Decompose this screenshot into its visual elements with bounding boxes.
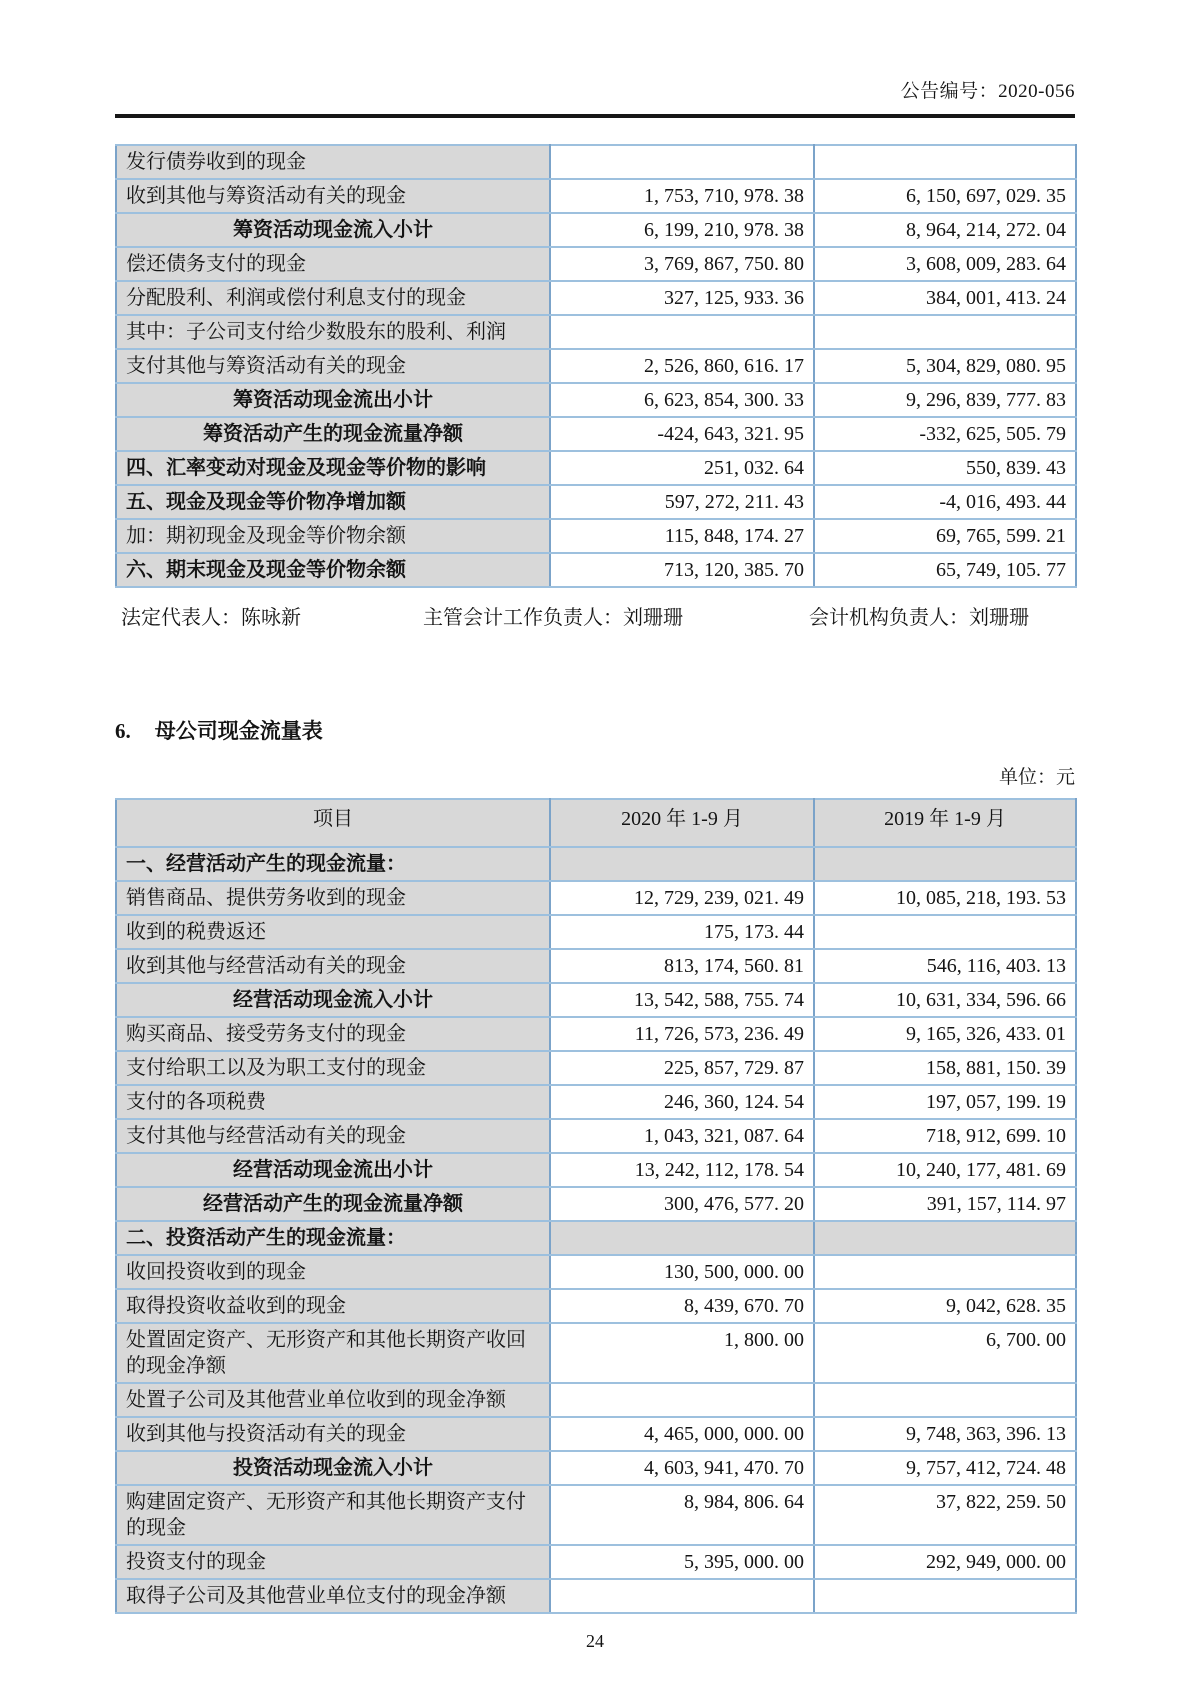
table-row <box>116 1417 1076 1451</box>
value-2020: 5, 395, 000. 00 <box>550 1545 814 1579</box>
table-row <box>116 1221 1076 1255</box>
announcement-row <box>115 0 1075 103</box>
table-row <box>116 281 1076 315</box>
value-2019: 65, 749, 105. 77 <box>814 553 1076 587</box>
table-row <box>116 1323 1076 1383</box>
row-label: 偿还债务支付的现金 <box>116 247 550 281</box>
value-2019 <box>814 847 1076 881</box>
value-2020: 4, 603, 941, 470. 70 <box>550 1451 814 1485</box>
value-2019 <box>814 1255 1076 1289</box>
row-label: 五、现金及现金等价物净增加额 <box>116 485 550 519</box>
value-2019: 6, 150, 697, 029. 35 <box>814 179 1076 213</box>
page-content <box>115 0 1075 1652</box>
row-label: 收到其他与经营活动有关的现金 <box>116 949 550 983</box>
value-2020: 6, 199, 210, 978. 38 <box>550 213 814 247</box>
value-2019: 550, 839. 43 <box>814 451 1076 485</box>
value-2020: 13, 542, 588, 755. 74 <box>550 983 814 1017</box>
consolidated-cash-flow-table-continued <box>115 144 1077 588</box>
section-heading <box>115 715 1075 745</box>
value-2019: 5, 304, 829, 080. 95 <box>814 349 1076 383</box>
table-row <box>116 1383 1076 1417</box>
table-row <box>116 315 1076 349</box>
column-header-2019: 2019 年 1-9 月 <box>814 799 1076 847</box>
page-number: 24 <box>586 1631 604 1651</box>
row-label: 取得子公司及其他营业单位支付的现金净额 <box>116 1579 550 1613</box>
table-row <box>116 881 1076 915</box>
row-label: 经营活动产生的现金流量净额 <box>116 1187 550 1221</box>
table-row <box>116 847 1076 881</box>
value-2020: 2, 526, 860, 616. 17 <box>550 349 814 383</box>
table-row <box>116 1451 1076 1485</box>
announcement-number: 公告编号：2020-056 <box>900 81 1075 102</box>
value-2019 <box>814 1579 1076 1613</box>
table-row <box>116 1153 1076 1187</box>
column-header-item: 项目 <box>116 799 550 847</box>
table-row <box>116 1485 1076 1545</box>
row-label: 支付其他与经营活动有关的现金 <box>116 1119 550 1153</box>
value-2020: 713, 120, 385. 70 <box>550 553 814 587</box>
table-row <box>116 451 1076 485</box>
row-label: 筹资活动现金流入小计 <box>116 213 550 247</box>
table-row <box>116 213 1076 247</box>
row-label: 发行债券收到的现金 <box>116 145 550 179</box>
row-label: 收回投资收到的现金 <box>116 1255 550 1289</box>
value-2019 <box>814 1221 1076 1255</box>
row-label: 筹资活动现金流出小计 <box>116 383 550 417</box>
value-2020: 597, 272, 211. 43 <box>550 485 814 519</box>
value-2019 <box>814 315 1076 349</box>
row-label: 筹资活动产生的现金流量净额 <box>116 417 550 451</box>
value-2020: 130, 500, 000. 00 <box>550 1255 814 1289</box>
row-label: 分配股利、利润或偿付利息支付的现金 <box>116 281 550 315</box>
value-2019: 3, 608, 009, 283. 64 <box>814 247 1076 281</box>
value-2020: 813, 174, 560. 81 <box>550 949 814 983</box>
row-label: 二、投资活动产生的现金流量： <box>116 1221 550 1255</box>
value-2020: 225, 857, 729. 87 <box>550 1051 814 1085</box>
value-2020: 11, 726, 573, 236. 49 <box>550 1017 814 1051</box>
unit-label: 单位：元 <box>998 767 1075 788</box>
value-2019: 10, 631, 334, 596. 66 <box>814 983 1076 1017</box>
column-header-2020: 2020 年 1-9 月 <box>550 799 814 847</box>
row-label: 处置固定资产、无形资产和其他长期资产收回的现金净额 <box>116 1323 550 1383</box>
value-2019: 9, 296, 839, 777. 83 <box>814 383 1076 417</box>
value-2019: 197, 057, 199. 19 <box>814 1085 1076 1119</box>
row-label: 其中：子公司支付给少数股东的股利、利润 <box>116 315 550 349</box>
row-label: 经营活动现金流入小计 <box>116 983 550 1017</box>
value-2020 <box>550 847 814 881</box>
row-label: 取得投资收益收到的现金 <box>116 1289 550 1323</box>
value-2020: 300, 476, 577. 20 <box>550 1187 814 1221</box>
value-2019: 9, 165, 326, 433. 01 <box>814 1017 1076 1051</box>
row-label: 投资支付的现金 <box>116 1545 550 1579</box>
row-label: 购建固定资产、无形资产和其他长期资产支付的现金 <box>116 1485 550 1545</box>
row-label: 收到其他与投资活动有关的现金 <box>116 1417 550 1451</box>
value-2020: 115, 848, 174. 27 <box>550 519 814 553</box>
table-row <box>116 247 1076 281</box>
section-number: 6. <box>115 719 131 743</box>
unit-row <box>115 762 1075 789</box>
value-2020: -424, 643, 321. 95 <box>550 417 814 451</box>
value-2019: 546, 116, 403. 13 <box>814 949 1076 983</box>
value-2019: 10, 085, 218, 193. 53 <box>814 881 1076 915</box>
value-2020: 1, 800. 00 <box>550 1323 814 1383</box>
table-row <box>116 145 1076 179</box>
signature-row <box>115 597 1075 631</box>
value-2020: 3, 769, 867, 750. 80 <box>550 247 814 281</box>
row-label: 支付给职工以及为职工支付的现金 <box>116 1051 550 1085</box>
value-2019: -4, 016, 493. 44 <box>814 485 1076 519</box>
table-row <box>116 383 1076 417</box>
table-row <box>116 1255 1076 1289</box>
value-2020: 327, 125, 933. 36 <box>550 281 814 315</box>
value-2020 <box>550 315 814 349</box>
row-label: 加：期初现金及现金等价物余额 <box>116 519 550 553</box>
table-row <box>116 485 1076 519</box>
table-row <box>116 1051 1076 1085</box>
value-2020: 4, 465, 000, 000. 00 <box>550 1417 814 1451</box>
row-label: 支付其他与筹资活动有关的现金 <box>116 349 550 383</box>
value-2019: 37, 822, 259. 50 <box>814 1485 1076 1545</box>
value-2019: 69, 765, 599. 21 <box>814 519 1076 553</box>
value-2019: 6, 700. 00 <box>814 1323 1076 1383</box>
value-2019: 718, 912, 699. 10 <box>814 1119 1076 1153</box>
value-2020: 8, 984, 806. 64 <box>550 1485 814 1545</box>
value-2020: 251, 032. 64 <box>550 451 814 485</box>
value-2019: 384, 001, 413. 24 <box>814 281 1076 315</box>
value-2019 <box>814 145 1076 179</box>
row-label: 销售商品、提供劳务收到的现金 <box>116 881 550 915</box>
value-2019: 158, 881, 150. 39 <box>814 1051 1076 1085</box>
value-2019: -332, 625, 505. 79 <box>814 417 1076 451</box>
value-2020: 1, 753, 710, 978. 38 <box>550 179 814 213</box>
table-row <box>116 1289 1076 1323</box>
table-row <box>116 949 1076 983</box>
table-row <box>116 349 1076 383</box>
row-label: 处置子公司及其他营业单位收到的现金净额 <box>116 1383 550 1417</box>
value-2020: 12, 729, 239, 021. 49 <box>550 881 814 915</box>
table-row <box>116 1187 1076 1221</box>
table-row <box>116 1579 1076 1613</box>
table-row <box>116 519 1076 553</box>
header-rule <box>115 114 1075 118</box>
table-row <box>116 1119 1076 1153</box>
value-2020: 6, 623, 854, 300. 33 <box>550 383 814 417</box>
value-2020: 175, 173. 44 <box>550 915 814 949</box>
row-label: 六、期末现金及现金等价物余额 <box>116 553 550 587</box>
value-2020 <box>550 1383 814 1417</box>
value-2019 <box>814 915 1076 949</box>
table-row <box>116 1085 1076 1119</box>
value-2019 <box>814 1383 1076 1417</box>
value-2019: 9, 748, 363, 396. 13 <box>814 1417 1076 1451</box>
value-2019: 9, 757, 412, 724. 48 <box>814 1451 1076 1485</box>
value-2020: 246, 360, 124. 54 <box>550 1085 814 1119</box>
row-label: 投资活动现金流入小计 <box>116 1451 550 1485</box>
value-2020: 1, 043, 321, 087. 64 <box>550 1119 814 1153</box>
value-2020 <box>550 145 814 179</box>
parent-company-cash-flow-table <box>115 798 1077 1614</box>
row-label: 一、经营活动产生的现金流量： <box>116 847 550 881</box>
table-row <box>116 1545 1076 1579</box>
value-2019: 391, 157, 114. 97 <box>814 1187 1076 1221</box>
row-label: 支付的各项税费 <box>116 1085 550 1119</box>
table-row <box>116 553 1076 587</box>
value-2020: 8, 439, 670. 70 <box>550 1289 814 1323</box>
value-2019: 8, 964, 214, 272. 04 <box>814 213 1076 247</box>
row-label: 经营活动现金流出小计 <box>116 1153 550 1187</box>
row-label: 收到其他与筹资活动有关的现金 <box>116 179 550 213</box>
table-row <box>116 417 1076 451</box>
row-label: 收到的税费返还 <box>116 915 550 949</box>
row-label: 四、汇率变动对现金及现金等价物的影响 <box>116 451 550 485</box>
value-2019: 10, 240, 177, 481. 69 <box>814 1153 1076 1187</box>
legal-representative: 法定代表人：陈咏新 <box>121 607 301 629</box>
value-2020 <box>550 1579 814 1613</box>
table-row <box>116 915 1076 949</box>
value-2019: 292, 949, 000. 00 <box>814 1545 1076 1579</box>
chief-accounting-officer: 主管会计工作负责人：刘珊珊 <box>423 607 683 629</box>
section-title: 母公司现金流量表 <box>154 719 323 743</box>
table-row <box>116 179 1076 213</box>
row-label: 购买商品、接受劳务支付的现金 <box>116 1017 550 1051</box>
value-2020: 13, 242, 112, 178. 54 <box>550 1153 814 1187</box>
value-2019: 9, 042, 628. 35 <box>814 1289 1076 1323</box>
table-row <box>116 983 1076 1017</box>
value-2020 <box>550 1221 814 1255</box>
table-row <box>116 1017 1076 1051</box>
table-header-row <box>116 799 1076 847</box>
accounting-dept-head: 会计机构负责人：刘珊珊 <box>809 607 1029 629</box>
